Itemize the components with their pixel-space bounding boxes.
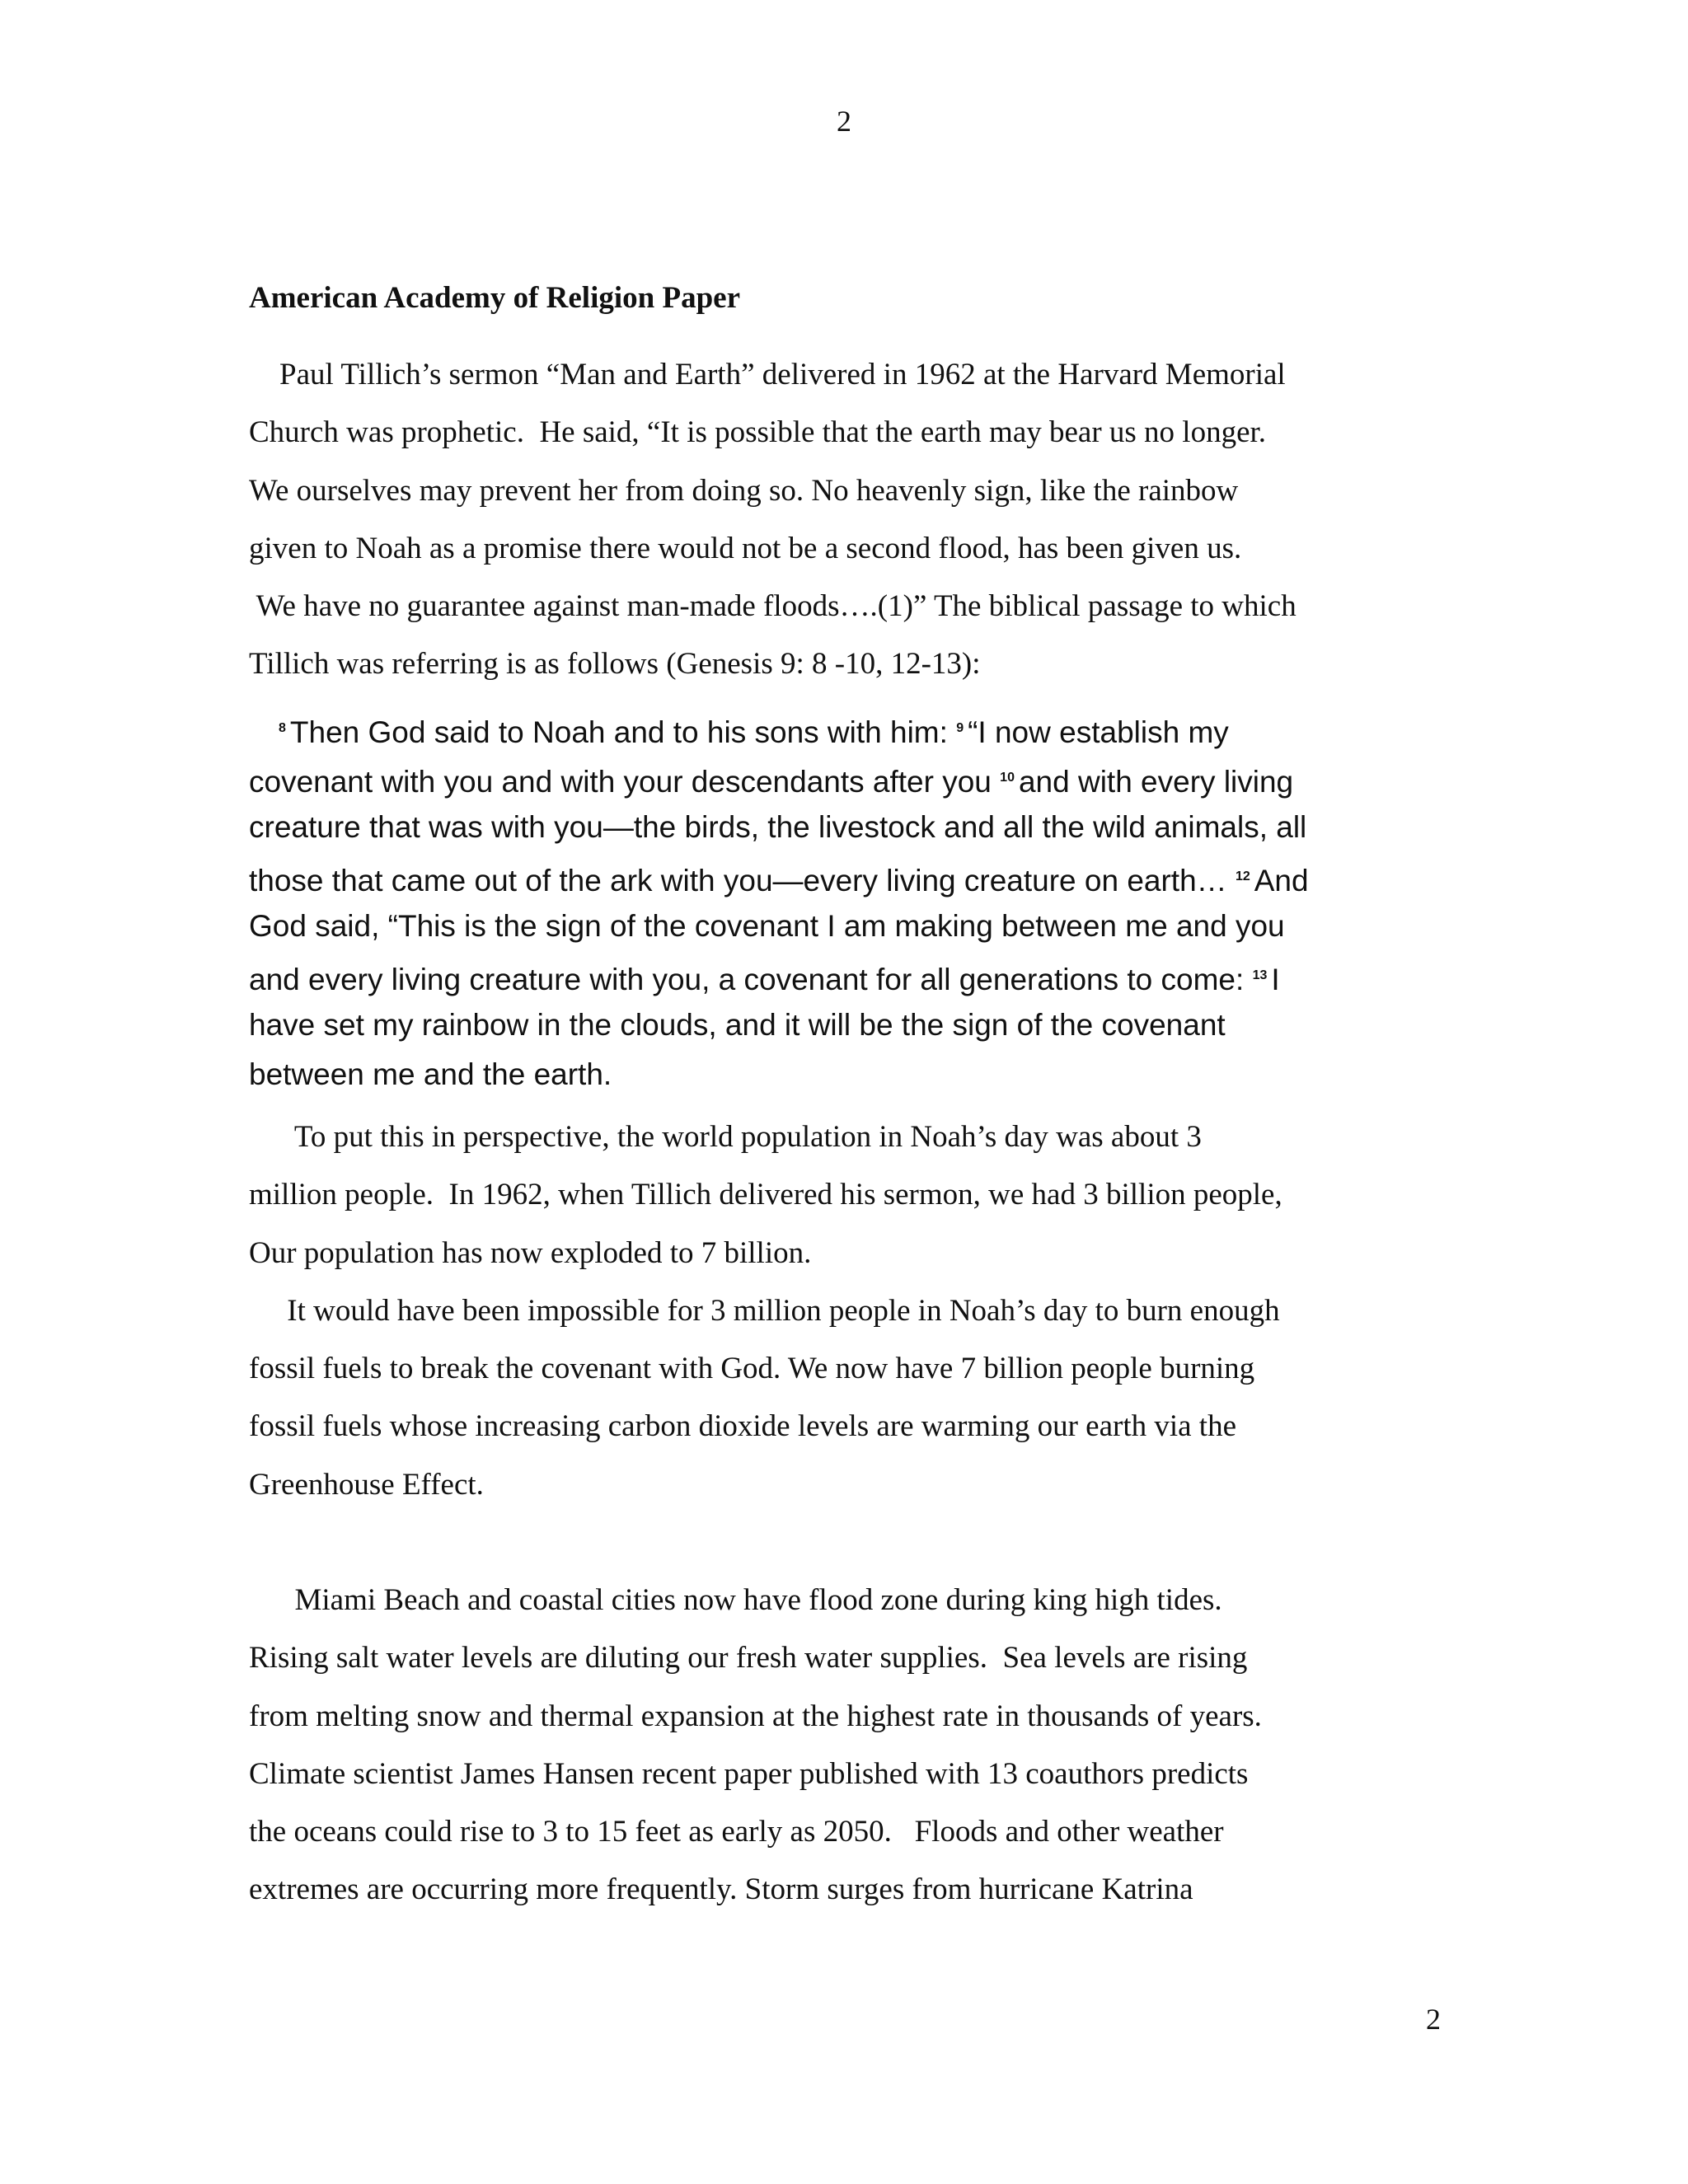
text-line: extremes are occurring more frequently. Storm surges from hurricane Katrina — [249, 1872, 1193, 1907]
intro-paragraph — [249, 355, 1452, 703]
verse-number: 9 — [956, 721, 964, 735]
verse-text: covenant with you and with your descendants after you — [249, 765, 1001, 799]
scripture-line — [249, 709, 1452, 758]
text-line: Tillich was referring is as follows (Genesis 9: 8 -10, 12-13): — [249, 647, 981, 682]
text-line: fossil fuels whose increasing carbon dioxide levels are warming our earth via the — [249, 1409, 1237, 1444]
text-line: Paul Tillich’s sermon “Man and Earth” delivered in 1962 at the Harvard Memorial — [249, 358, 1286, 391]
verse-text: those that came out of the ark with you—every living creature on earth… — [249, 864, 1236, 898]
page-number-top: 2 — [837, 105, 851, 138]
page-number-bottom: 2 — [1426, 2003, 1441, 2036]
verse-number: 12 — [1235, 869, 1250, 883]
text-line: It would have been impossible for 3 million people in Noah’s day to burn enough — [249, 1293, 1280, 1328]
text-line: the oceans could rise to 3 to 15 feet as early as 2050. Floods and other weather — [249, 1815, 1224, 1849]
text-line: To put this in perspective, the world population in Noah’s day was about 3 — [249, 1120, 1202, 1154]
verse-text: “I now establish my — [968, 715, 1229, 749]
scripture-line: have set my rainbow in the clouds, and it will be the sign of the covenant — [249, 1008, 1226, 1042]
text-line: given to Noah as a promise there would not be a second flood, has been given us. — [249, 531, 1242, 565]
text-line: from melting snow and thermal expansion at the highest rate in thousands of years. — [249, 1699, 1262, 1733]
text-line: Church was prophetic. He said, “It is possible that the earth may bear us no longer. — [249, 415, 1267, 450]
paper-title: American Academy of Religion Paper — [249, 281, 740, 315]
text-line: Rising salt water levels are diluting our fresh water supplies. Sea levels are rising — [249, 1641, 1248, 1675]
verse-text: I — [1271, 963, 1280, 996]
verse-number: 10 — [1000, 771, 1015, 785]
scripture-line — [249, 758, 1452, 808]
text-line: We ourselves may prevent her from doing so. No heavenly sign, like the rainbow — [249, 473, 1239, 508]
verse-text: And — [1254, 864, 1309, 898]
verse-text: and every living creature with you, a covenant for all generations to come: — [249, 963, 1253, 996]
scripture-line: creature that was with you—the birds, the livestock and all the wild animals, all — [249, 810, 1307, 844]
text-line: Our population has now exploded to 7 billion. — [249, 1235, 812, 1270]
text-line: million people. In 1962, when Tillich delivered his sermon, we had 3 billion people, — [249, 1178, 1282, 1212]
scripture-line — [249, 857, 1452, 907]
verse-text: and with every living — [1018, 765, 1294, 799]
sea-level-paragraph — [249, 1581, 1452, 1929]
verse-number: 13 — [1252, 968, 1268, 982]
population-paragraph — [249, 1118, 1452, 1523]
text-line: Greenhouse Effect. — [249, 1467, 484, 1502]
verse-text: Then God said to Noah and to his sons with him: — [289, 715, 957, 749]
scripture-line: God said, “This is the sign of the covenant I am making between me and you — [249, 909, 1285, 943]
scripture-quote — [249, 709, 1452, 1104]
text-line: We have no guarantee against man-made floods….(1)” The biblical passage to which — [249, 589, 1296, 624]
text-line: Miami Beach and coastal cities now have flood zone during king high tides. — [249, 1583, 1222, 1617]
text-line: fossil fuels to break the covenant with God. We now have 7 billion people burning — [249, 1352, 1255, 1386]
scripture-line: between me and the earth. — [249, 1057, 612, 1091]
verse-number: 8 — [279, 721, 286, 735]
text-line: Climate scientist James Hansen recent paper published with 13 coauthors predicts — [249, 1756, 1249, 1791]
scripture-line — [249, 956, 1452, 1005]
